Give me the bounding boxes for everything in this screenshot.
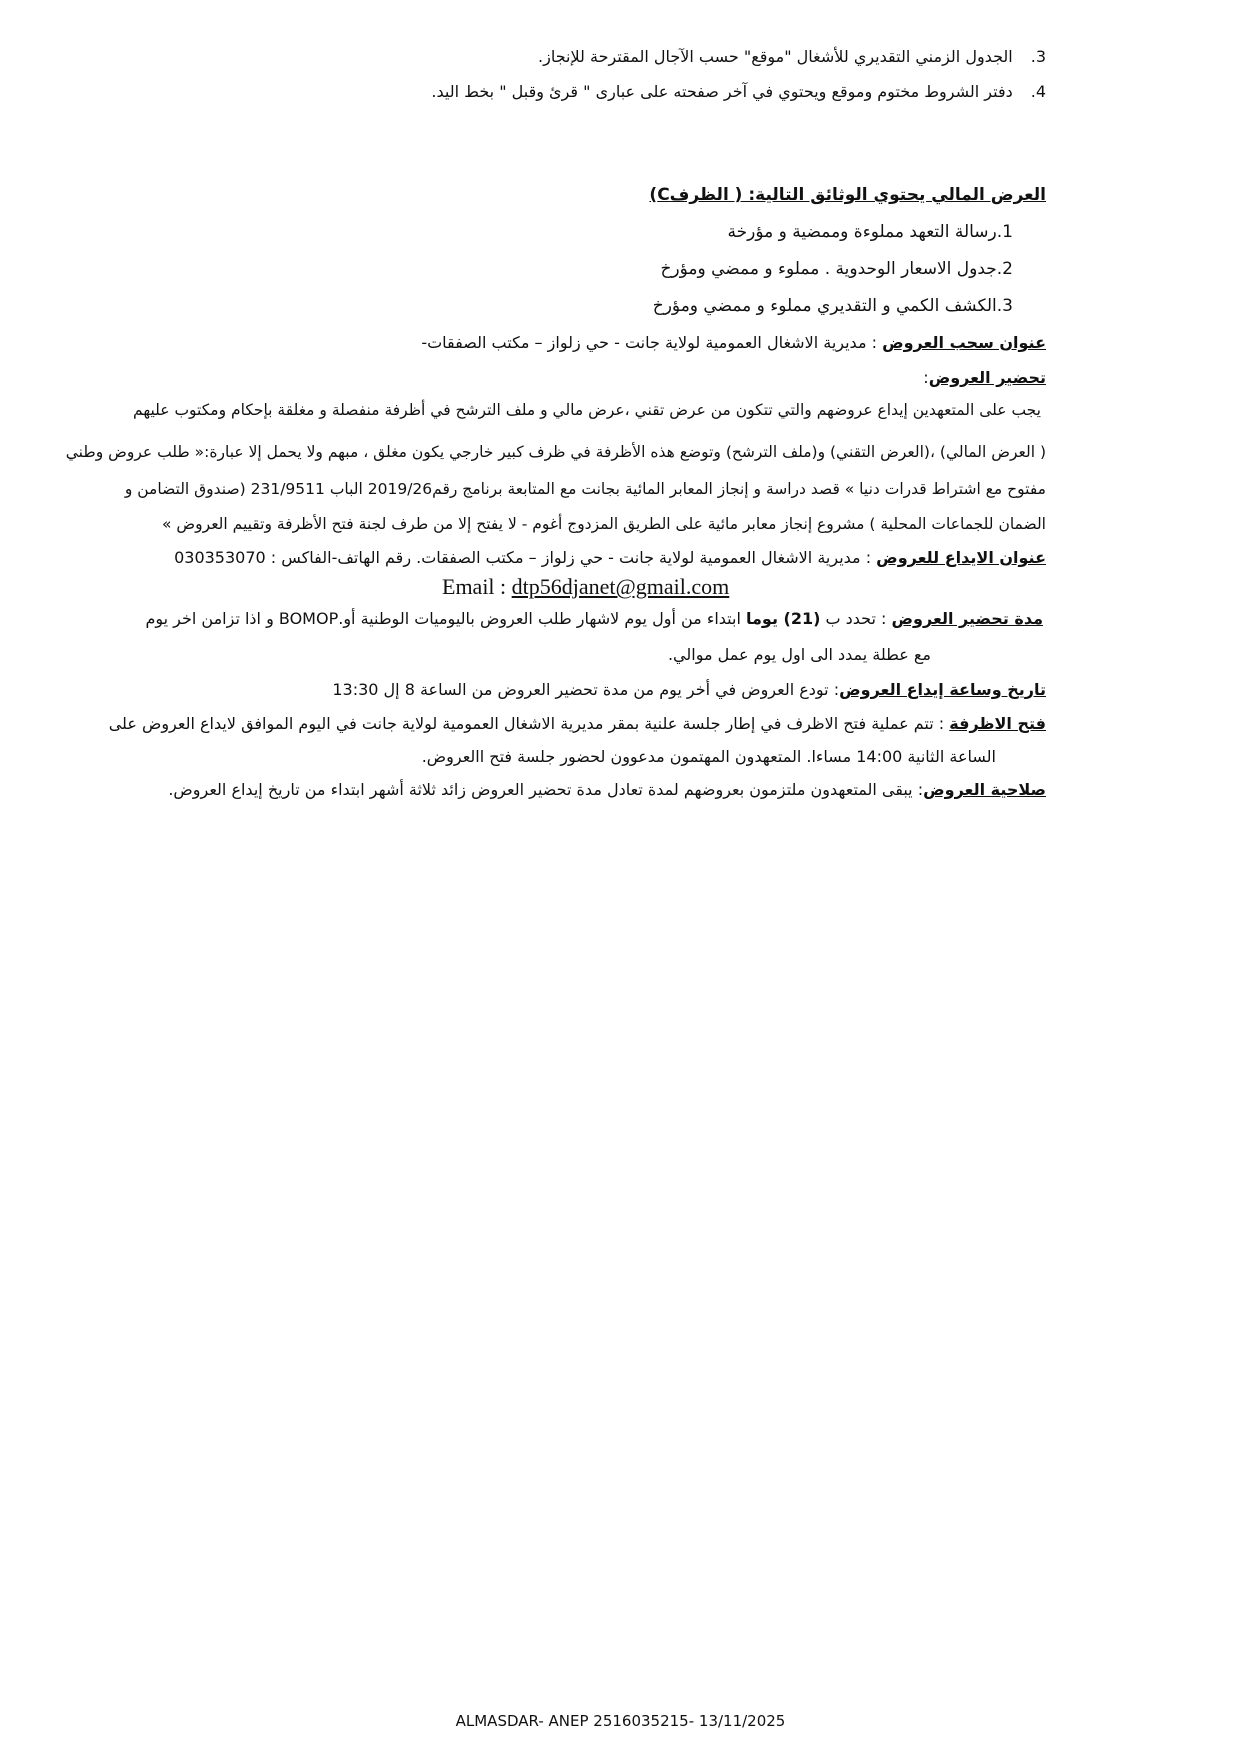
withdrawal-address [421, 331, 1046, 355]
opening-text: : تتم عملية فتح الاظرف في إطار جلسة علنية بمقر مديرية الاشغال العمومية لولاية جانت في اليوم الموافق لايداع العروض على [108, 714, 950, 733]
preparation-line: الضمان للجماعات المحلية ) مشروع إنجاز معابر مائية على الطريق المزدوج أغوم - لا يفتح إلا من طرف لجنة فتح الأظرفة وتقييم العروض » [162, 515, 1046, 533]
deposit-date-label: تاريخ وساعة إيداع العروض [839, 680, 1046, 699]
financial-offer-item: 2.جدول الاسعار الوحدوية . مملوء و ممضي ومؤرخ [660, 259, 1013, 279]
colon: : [923, 368, 929, 387]
preparation-line: يجب على المتعهدين إيداع عروضهم والتي تتكون من عرض تقني ،عرض مالي و ملف الترشح في أظرفة منفصلة و مغلقة بإحكام ومكتوب عليهم [133, 401, 1041, 419]
withdrawal-address-label: عنوان سحب العروض [882, 333, 1046, 352]
duration-text: : تحدد ب [820, 609, 892, 628]
financial-offer-heading: العرض المالي يحتوي الوثائق التالية: ( الظرفC) [649, 185, 1046, 205]
email-label: Email : [442, 574, 512, 599]
opening [109, 712, 1046, 736]
deposit-date-text: : تودع العروض في أخر يوم من مدة تحضير العروض من الساعة 8 إل 13:30 [332, 680, 840, 699]
deposit-address-label: عنوان الايداع للعروض [876, 548, 1046, 567]
financial-offer-item: 1.رسالة التعهد مملوءة وممضية و مؤرخة [727, 222, 1013, 242]
deposit-address-text: : مديرية الاشغال العمومية لولاية جانت - حي زلواز – مكتب الصفقات. رقم الهاتف-الفاكس : 030353070 [174, 548, 877, 567]
preparation-heading [923, 366, 1046, 390]
opening-label: فتح الاظرفة [949, 714, 1046, 733]
deposit-address [174, 546, 1046, 570]
list-item [538, 45, 1046, 69]
list-text: الجدول الزمني التقديري للأشغال "موقع" حسب الآجال المقترحة للإنجاز. [538, 47, 1013, 66]
validity-text: : يبقى المتعهدون ملتزمون بعروضهم لمدة تعادل مدة تحضير العروض زائد ثلاثة أشهر ابتداء من تاريخ إيداع العروض. [168, 780, 924, 799]
preparation-duration [145, 607, 1043, 631]
preparation-line: ( العرض المالي) ،(العرض التقني) و(ملف الترشح) وتوضع هذه الأظرفة في ظرف كبير خارجي يكون مغلق ، مبهم ولا يحمل إلا عبارة:« طلب عروض وطني [65, 443, 1046, 461]
financial-offer-item: 3.الكشف الكمي و التقديري مملوء و ممضي ومؤرخ [652, 296, 1013, 316]
list-text: دفتر الشروط مختوم وموقع ويحتوي في آخر صفحته على عبارى " قرئ وقبل " بخط اليد. [431, 82, 1013, 101]
preparation-duration-line2: مع عطلة يمدد الى اول يوم عمل موالي. [667, 645, 931, 664]
preparation-line: مفتوح مع اشتراط قدرات دنيا » قصد دراسة و إنجاز المعابر المائية بجانت مع المتابعة برنامج رقم2019/26 الباب 231/9511 (صندوق التضامن و [124, 480, 1046, 498]
email-line [442, 574, 729, 600]
opening-line2: الساعة الثانية 14:00 مساءا. المتعهدون المهتمون مدعوون لحضور جلسة فتح االعروض. [421, 747, 996, 766]
duration-text: ابتداء من أول يوم لاشهار طلب العروض باليوميات الوطنية أو.BOMOP و اذا تزامن اخر يوم [145, 609, 746, 628]
list-number: 4. [1030, 82, 1046, 101]
list-number: 3. [1030, 47, 1046, 66]
validity-label: صلاحية العروض [923, 780, 1046, 799]
preparation-label: تحضير العروض [928, 368, 1046, 387]
footer-reference: ALMASDAR- ANEP 2516035215- 13/11/2025 [455, 1712, 786, 1730]
email-link[interactable]: dtp56djanet@gmail.com [511, 574, 730, 599]
withdrawal-address-text: : مديرية الاشغال العمومية لولاية جانت - حي زلواز – مكتب الصفقات- [421, 333, 883, 352]
validity [168, 778, 1046, 802]
list-item [431, 80, 1046, 104]
deposit-date [332, 678, 1046, 702]
preparation-duration-label: مدة تحضير العروض [891, 609, 1043, 628]
duration-days: (21) يوما [746, 609, 821, 628]
